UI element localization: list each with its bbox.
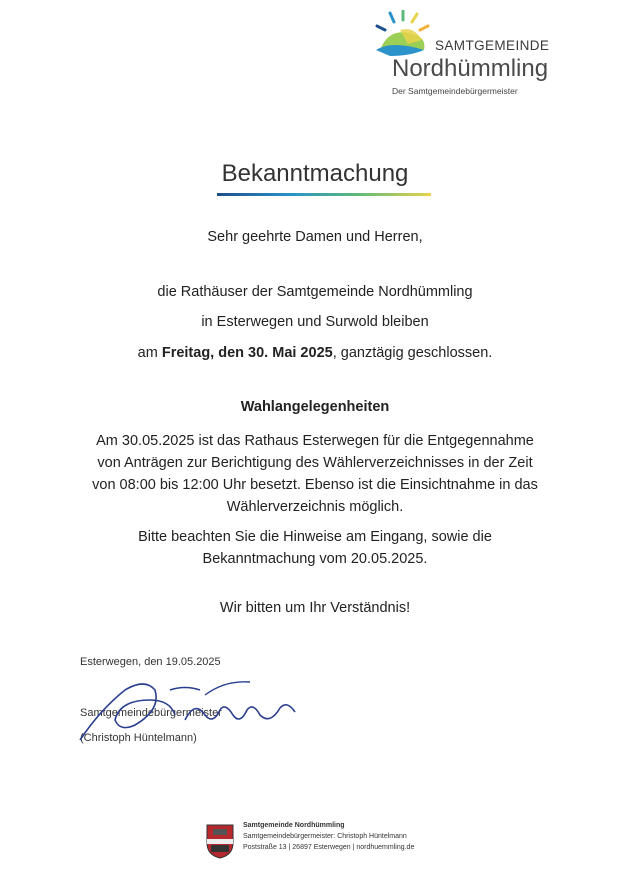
announcement-line-3-post: , ganztägig geschlossen. bbox=[332, 345, 493, 361]
page-title: Bekanntmachung bbox=[221, 160, 409, 187]
handwritten-signature bbox=[75, 670, 305, 750]
closure-date: Freitag, den 30. Mai 2025 bbox=[161, 345, 333, 361]
closing-line: Wir bitten um Ihr Verständnis! bbox=[219, 600, 411, 616]
announcement-line-3-pre: am bbox=[137, 345, 162, 361]
footer-address: Poststraße 13 | 26897 Esterwegen | nordhuemmling.de bbox=[243, 844, 415, 851]
footer-mayor: Samtgemeindebürgermeister: Christoph Hüntelmann bbox=[243, 833, 407, 840]
footer bbox=[243, 820, 414, 853]
paragraph-line: Bekanntmachung vom 20.05.2025. bbox=[202, 551, 428, 567]
announcement-line-3 bbox=[0, 345, 630, 361]
paragraph-line: von 08:00 bis 12:00 Uhr besetzt. Ebenso ist die Einsichtnahme in das bbox=[92, 477, 538, 493]
coat-of-arms-icon bbox=[205, 823, 235, 859]
salutation: Sehr geehrte Damen und Herren, bbox=[207, 229, 423, 245]
org-name: Nordhümmling bbox=[392, 55, 549, 82]
notice-paragraph bbox=[0, 526, 630, 570]
election-paragraph bbox=[0, 430, 630, 518]
announcement-line-1: die Rathäuser der Samtgemeinde Nordhümmling bbox=[157, 284, 473, 300]
paragraph-line: Bitte beachten Sie die Hinweise am Eingang, sowie die bbox=[138, 529, 492, 545]
paragraph-line: von Anträgen zur Berichtigung des Wählerverzeichnisses in der Zeit bbox=[97, 455, 533, 471]
org-subtitle: Der Samtgemeindebürgermeister bbox=[392, 86, 518, 96]
announcement-line-2: in Esterwegen und Surwold bleiben bbox=[201, 314, 429, 330]
paragraph-line: Wählerverzeichnis möglich. bbox=[226, 499, 404, 515]
footer-org: Samtgemeinde Nordhümmling bbox=[243, 822, 345, 829]
org-top-label: SAMTGEMEINDE bbox=[435, 38, 550, 53]
place-date: Esterwegen, den 19.05.2025 bbox=[80, 656, 221, 668]
section-heading: Wahlangelegenheiten bbox=[240, 399, 390, 415]
signatory-title: Samtgemeindebürgermeister bbox=[80, 707, 222, 719]
signatory-name: (Christoph Hüntelmann) bbox=[80, 732, 197, 744]
title-underline bbox=[217, 193, 431, 196]
paragraph-line: Am 30.05.2025 ist das Rathaus Esterwegen für die Entgegennahme bbox=[96, 433, 534, 449]
